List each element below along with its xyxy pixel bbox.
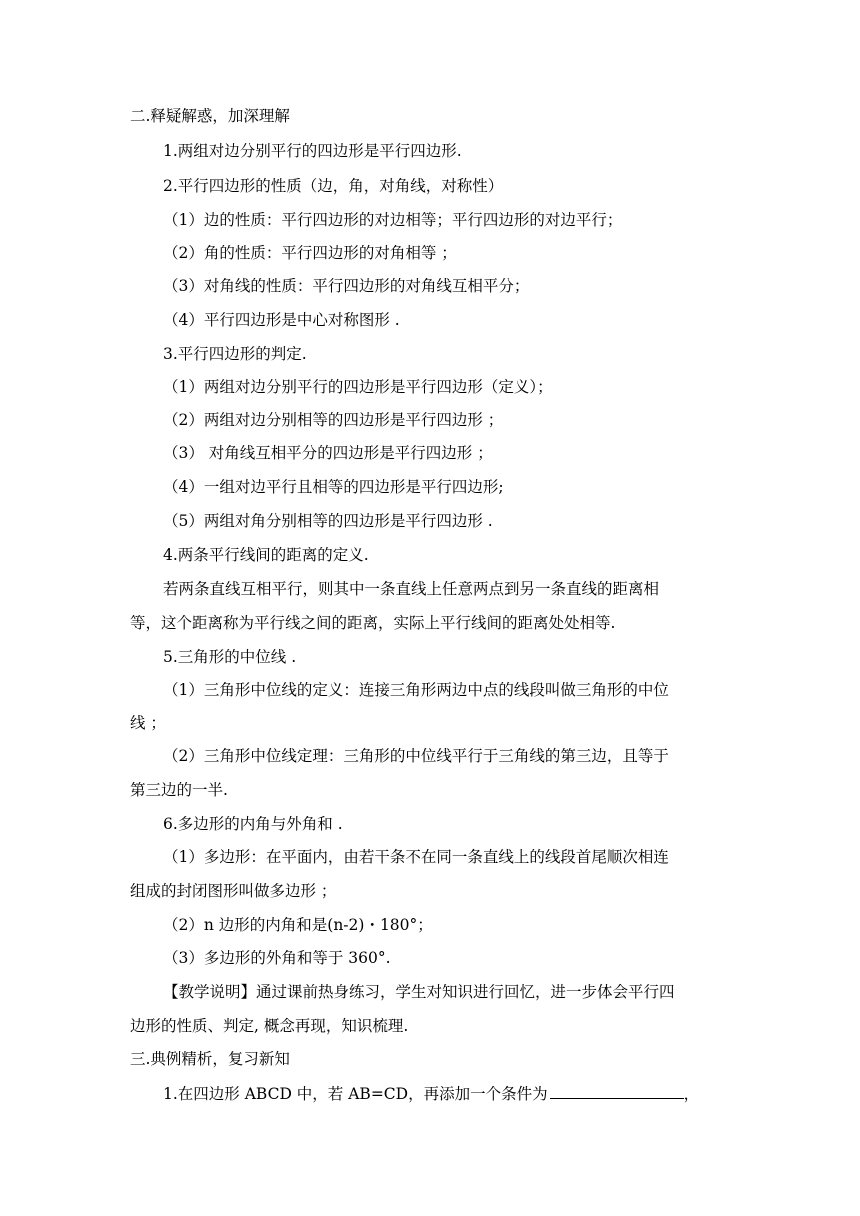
example-question-tail: ， [683,1085,700,1103]
example-question-text: 1.在四边形 ABCD 中，若 AB=CD，再添加一个条件为 [163,1085,548,1103]
list-item: （2）角的性质：平行四边形的对角相等 ； [163,244,457,262]
list-item: 3.平行四边形的判定. [163,345,307,363]
paragraph-line: 等，这个距离称为平行线之间的距离，实际上平行线间的距离处处相等. [130,614,616,632]
list-item: （1）两组对边分别平行的四边形是平行四边形（定义）； [163,378,553,396]
list-item: （5）两组对角分别相等的四边形是平行四边形 . [163,512,493,530]
paragraph-line: 组成的封闭图形叫做多边形 ； [130,882,337,900]
paragraph-line: 若两条直线互相平行，则其中一条直线上任意两点到另一条直线的距离相 [163,580,660,598]
list-item: 1.两组对边分别平行的四边形是平行四边形. [163,142,462,160]
paragraph-line: （2）三角形中位线定理：三角形的中位线平行于三角线的第三边，且等于 [163,747,669,765]
list-item: （3） 对角线互相平分的四边形是平行四边形 ； [163,444,493,462]
list-item: （4）平行四边形是中心对称图形 . [163,311,400,329]
example-question [163,1083,699,1104]
list-item: （3）对角线的性质：平行四边形的对角线互相平分； [163,277,530,295]
list-item: 5.三角形的中位线 . [163,648,297,666]
list-item: （1）边的性质：平行四边形的对边相等；平行四边形的对边平行； [163,211,623,229]
section-heading: 二.释疑解惑，加深理解 [130,107,290,125]
list-item: 4.两条平行线间的距离的定义. [163,546,369,564]
answer-blank [550,1083,684,1099]
list-item: （3）多边形的外角和等于 360°. [163,949,391,967]
teaching-note-line: 【教学说明】通过课前热身练习，学生对知识进行回忆，进一步体会平行四 [163,983,675,1001]
paragraph-line: 第三边的一半. [130,781,228,799]
paragraph-line: （1）三角形中位线的定义：连接三角形两边中点的线段叫做三角形的中位 [163,681,669,699]
list-item: 2.平行四边形的性质（边，角，对角线，对称性） [163,177,504,195]
list-item: （4）一组对边平行且相等的四边形是平行四边形; [163,478,504,496]
teaching-note-line: 边形的性质、判定, 概念再现，知识梳理. [130,1017,409,1035]
paragraph-line: （1）多边形：在平面内，由若干条不在同一条直线上的线段首尾顺次相连 [163,848,669,866]
list-item: （2）n 边形的内角和是(n-2)・180°； [163,916,433,934]
paragraph-line: 线 ； [130,714,166,732]
section-heading: 三.典例精析，复习新知 [130,1050,290,1068]
list-item: 6.多边形的内角与外角和 . [163,815,343,833]
list-item: （2）两组对边分别相等的四边形是平行四边形 ； [163,411,504,429]
